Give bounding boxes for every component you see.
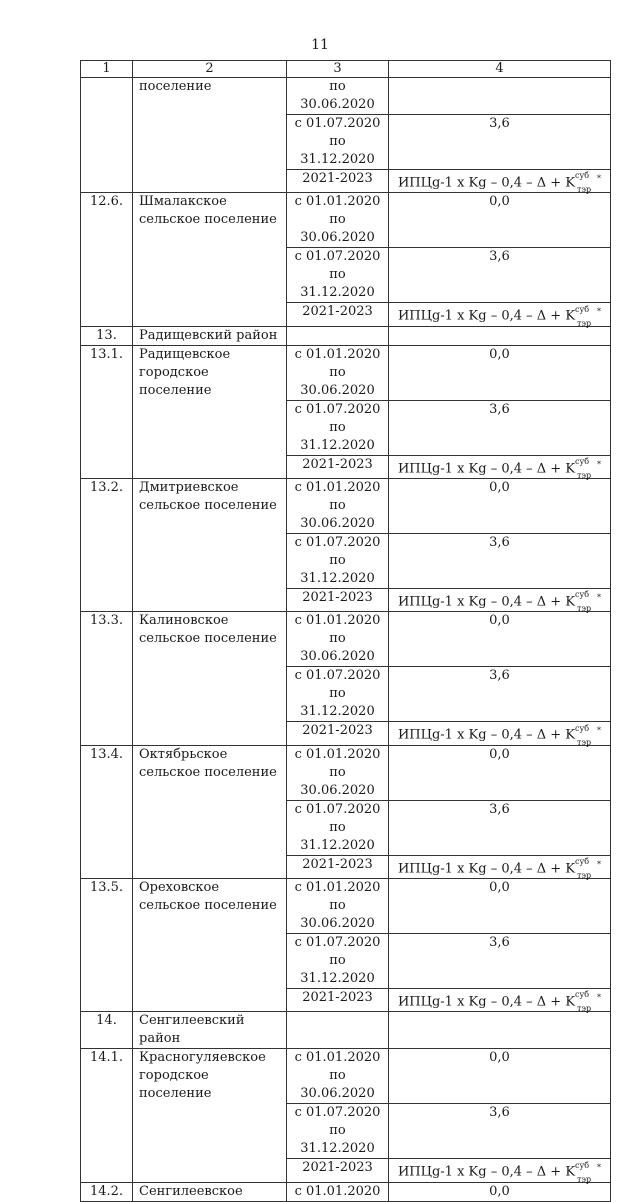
formula-sup: суб bbox=[575, 723, 590, 733]
tariff-table bbox=[80, 60, 611, 1202]
formula-text: ИПЦg-1 x Kg – 0,4 – Δ + K bbox=[397, 860, 576, 876]
period-cell bbox=[287, 400, 389, 455]
period-from: с 01.07.2020 bbox=[294, 116, 381, 131]
period-cell bbox=[287, 745, 389, 800]
column-header: 2 bbox=[133, 61, 287, 78]
district-row bbox=[81, 326, 611, 345]
formula-cell bbox=[389, 988, 611, 1014]
value-cell: 3,6 bbox=[389, 248, 611, 303]
period-from: с 01.01.2020 bbox=[294, 346, 381, 362]
row-number: 14.2. bbox=[81, 1182, 133, 1201]
period-cell: 2021-2023 bbox=[287, 170, 389, 193]
formula-sub: тэр bbox=[577, 604, 592, 614]
period-to: по 31.12.2020 bbox=[300, 552, 375, 586]
row-number: 13.4. bbox=[81, 745, 133, 878]
period-cell bbox=[287, 193, 389, 248]
formula-star: * bbox=[597, 459, 602, 469]
period-from: с 01.07.2020 bbox=[294, 1105, 381, 1121]
period-from: с 01.07.2020 bbox=[294, 934, 381, 950]
period-cell bbox=[287, 612, 389, 667]
period-cell bbox=[287, 1049, 389, 1104]
period-cell bbox=[287, 115, 389, 170]
formula-star: * bbox=[597, 1163, 602, 1173]
value-cell: 0,0 bbox=[389, 1049, 611, 1104]
table-header-row bbox=[81, 61, 611, 78]
value-cell: 3,6 bbox=[389, 800, 611, 855]
formula-sup: суб bbox=[575, 456, 590, 466]
formula-star: * bbox=[597, 859, 602, 869]
formula-cell bbox=[389, 455, 611, 478]
value-cell: 0,0 bbox=[389, 1182, 611, 1201]
formula-text: ИПЦg-1 x Kg – 0,4 – Δ + K bbox=[397, 994, 576, 1010]
formula-cell bbox=[389, 1159, 611, 1182]
value-cell: 0,0 bbox=[389, 345, 611, 400]
value-cell: 0,0 bbox=[389, 478, 611, 533]
table-row bbox=[81, 1049, 611, 1104]
period-cell bbox=[287, 78, 389, 115]
formula-sub: тэр bbox=[577, 1174, 592, 1184]
period-to: по 30.06.2020 bbox=[300, 212, 375, 246]
period-from: с 01.01.2020 bbox=[294, 479, 381, 495]
value-cell: 3,6 bbox=[389, 400, 611, 455]
row-number bbox=[81, 78, 133, 193]
value-cell: 3,6 bbox=[389, 115, 611, 170]
row-number: 13.2. bbox=[81, 478, 133, 611]
period-cell: 2021-2023 bbox=[287, 1159, 389, 1182]
period-cell bbox=[287, 478, 389, 533]
period-to: по 31.12.2020 bbox=[300, 686, 375, 720]
period-cell bbox=[287, 878, 389, 933]
row-name: Сенгилеевский район bbox=[133, 1012, 287, 1049]
page-number: 11 bbox=[311, 37, 329, 53]
formula-cell bbox=[389, 855, 611, 878]
period-cell bbox=[287, 248, 389, 303]
period-to: по 31.12.2020 bbox=[300, 419, 375, 453]
period-from: с 01.07.2020 bbox=[294, 668, 381, 684]
column-header: 1 bbox=[81, 61, 133, 78]
formula-text: ИПЦg-1 x Kg – 0,4 – Δ + K bbox=[397, 308, 576, 324]
period-from: с 01.01.2020 bbox=[294, 1050, 381, 1066]
table-row bbox=[81, 878, 611, 933]
formula-star: * bbox=[597, 592, 602, 602]
row-name: Калиновское сельское поселение bbox=[133, 612, 287, 745]
formula-cell bbox=[389, 170, 611, 193]
period-to: по 30.06.2020 bbox=[300, 364, 375, 398]
formula-sub: тэр bbox=[577, 318, 592, 328]
period-from: с 01.01.2020 bbox=[294, 194, 381, 210]
row-name: Ореховское сельское поселение bbox=[133, 878, 287, 1011]
period-from: с 01.01.2020 bbox=[294, 1183, 381, 1199]
table-row bbox=[81, 78, 611, 115]
period-cell bbox=[287, 667, 389, 722]
formula-sup: суб bbox=[575, 171, 590, 181]
value-cell: 3,6 bbox=[389, 933, 611, 988]
formula-star: * bbox=[597, 307, 602, 317]
formula-sub: тэр bbox=[577, 870, 592, 880]
formula-star: * bbox=[597, 992, 602, 1002]
row-name: Радищевский район bbox=[133, 326, 287, 345]
row-name: Красногуляевское городское поселение bbox=[133, 1049, 287, 1182]
period-cell: 2021-2023 bbox=[287, 722, 389, 745]
period-cell bbox=[287, 933, 389, 988]
value-cell: 0,0 bbox=[389, 745, 611, 800]
formula-sup: суб bbox=[575, 1160, 590, 1170]
formula-cell bbox=[389, 722, 611, 745]
formula-sup: суб bbox=[575, 856, 590, 866]
period-cell bbox=[287, 345, 389, 400]
period-cell: 2021-2023 bbox=[287, 855, 389, 878]
period-to: по 30.06.2020 bbox=[300, 497, 375, 531]
table-row bbox=[81, 745, 611, 800]
period-to: по 30.06.2020 bbox=[300, 631, 375, 665]
table-row bbox=[81, 612, 611, 667]
value-cell: 0,0 bbox=[389, 193, 611, 248]
row-number: 14.1. bbox=[81, 1049, 133, 1182]
formula-text: ИПЦg-1 x Kg – 0,4 – Δ + K bbox=[397, 460, 576, 476]
value-cell: 0,0 bbox=[389, 612, 611, 667]
formula-sup: суб bbox=[575, 590, 590, 600]
formula-text: ИПЦg-1 x Kg – 0,4 – Δ + K bbox=[397, 1164, 576, 1180]
value-cell: 3,6 bbox=[389, 667, 611, 722]
period-to: по 30.06.2020 bbox=[300, 764, 375, 798]
value-cell: 3,6 bbox=[389, 533, 611, 588]
period-cell: 2021-2023 bbox=[287, 303, 389, 326]
period-to: по 31.12.2020 bbox=[300, 267, 375, 301]
period-from: с 01.07.2020 bbox=[294, 801, 381, 817]
formula-text: ИПЦg-1 x Kg – 0,4 – Δ + K bbox=[397, 175, 576, 191]
period-from: с 01.07.2020 bbox=[294, 401, 381, 417]
period-cell: 2021-2023 bbox=[287, 455, 389, 478]
period-to: по 30.06.2020 bbox=[300, 897, 375, 931]
table-row bbox=[81, 345, 611, 400]
formula-cell bbox=[389, 303, 611, 326]
formula-sub: тэр bbox=[577, 470, 592, 480]
period-cell bbox=[287, 533, 389, 588]
formula-cell bbox=[389, 588, 611, 614]
value-cell bbox=[389, 78, 611, 115]
period-cell: 2021-2023 bbox=[287, 588, 389, 611]
formula-sub: тэр bbox=[577, 1004, 592, 1014]
table-row bbox=[81, 478, 611, 533]
row-name: Шмалакское сельское поселение bbox=[133, 193, 287, 326]
row-number: 13.1. bbox=[81, 345, 133, 478]
period-to: по 31.12.2020 bbox=[300, 952, 375, 986]
formula-sup: суб bbox=[575, 304, 590, 314]
column-header: 4 bbox=[389, 61, 611, 78]
period-from: с 01.01.2020 bbox=[294, 746, 381, 762]
period-to: по 31.12.2020 bbox=[300, 819, 375, 853]
period-from: с 01.07.2020 bbox=[294, 534, 381, 550]
value-cell: 3,6 bbox=[389, 1104, 611, 1159]
period-to: по 30.06.2020 bbox=[300, 1068, 375, 1102]
formula-text: ИПЦg-1 x Kg – 0,4 – Δ + K bbox=[397, 594, 576, 610]
period-from: с 01.01.2020 bbox=[294, 879, 381, 895]
formula-sub: тэр bbox=[577, 185, 592, 195]
row-number: 13.3. bbox=[81, 612, 133, 745]
row-name: Дмитриевское сельское поселение bbox=[133, 478, 287, 611]
district-row bbox=[81, 1012, 611, 1049]
period-to: по 31.12.2020 bbox=[300, 1123, 375, 1157]
row-number: 13.5. bbox=[81, 878, 133, 1011]
row-number: 12.6. bbox=[81, 193, 133, 326]
table-row bbox=[81, 1182, 611, 1201]
period-cell bbox=[287, 800, 389, 855]
period-cell bbox=[287, 1182, 389, 1201]
period-cell bbox=[287, 1012, 389, 1049]
table-row bbox=[81, 193, 611, 248]
row-name: поселение bbox=[133, 78, 287, 193]
formula-star: * bbox=[597, 174, 602, 183]
row-number: 14. bbox=[81, 1012, 133, 1049]
period-cell bbox=[287, 326, 389, 345]
value-cell: 0,0 bbox=[389, 878, 611, 933]
formula-star: * bbox=[597, 726, 602, 736]
formula-text: ИПЦg-1 x Kg – 0,4 – Δ + K bbox=[397, 727, 576, 743]
period-from: с 01.01.2020 bbox=[294, 613, 381, 629]
row-name: Октябрьское сельское поселение bbox=[133, 745, 287, 878]
formula-sub: тэр bbox=[577, 737, 592, 747]
column-header: 3 bbox=[287, 61, 389, 78]
formula-sup: суб bbox=[575, 990, 590, 1000]
period-to: по 30.06.2020 bbox=[300, 79, 375, 112]
row-name: Сенгилеевское bbox=[133, 1182, 287, 1201]
period-cell bbox=[287, 1104, 389, 1159]
period-cell: 2021-2023 bbox=[287, 988, 389, 1011]
row-name: Радищевское городское поселение bbox=[133, 345, 287, 478]
period-from: с 01.07.2020 bbox=[294, 249, 381, 265]
period-to: по 31.12.2020 bbox=[300, 134, 375, 167]
row-number: 13. bbox=[81, 326, 133, 345]
